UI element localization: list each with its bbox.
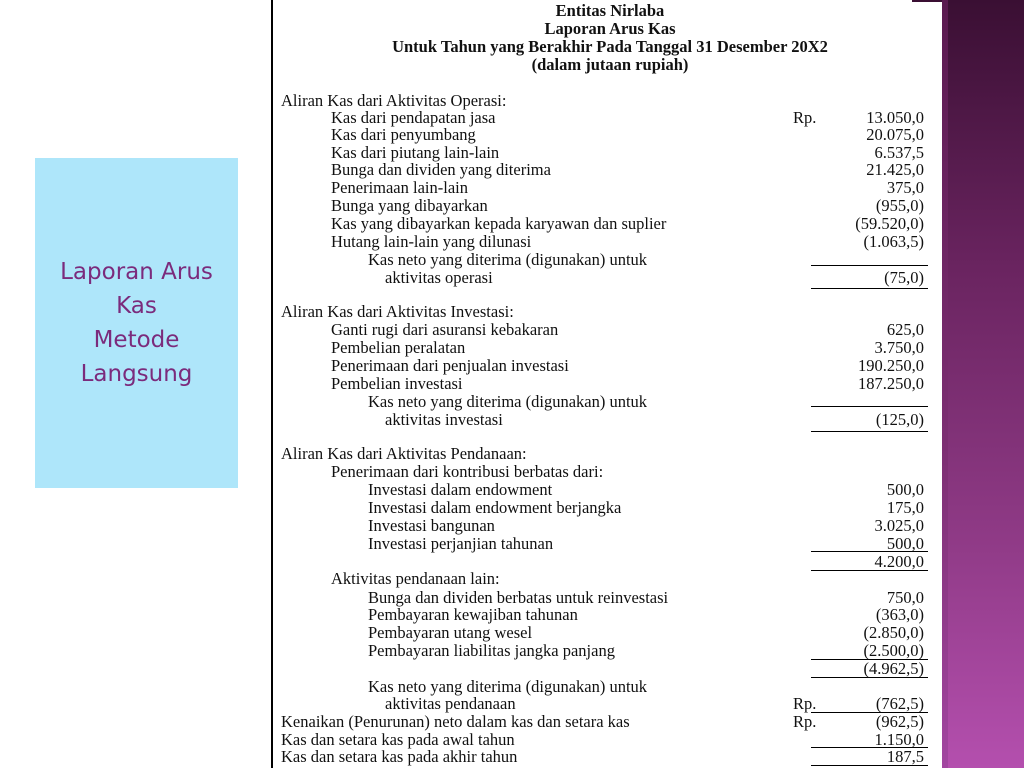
subtotal-amount: 4.200,0 [874, 552, 924, 571]
entity-name: Entitas Nirlaba [555, 1, 665, 20]
decorative-purple-band [948, 0, 1024, 768]
net-amount-investasi: (125,0) [875, 410, 924, 429]
line-item-amount: (59.520,0) [855, 214, 924, 233]
line-item-amount: (2.850,0) [863, 623, 924, 642]
report-title: Laporan Arus Kas [544, 19, 676, 38]
line-item-amount: 3.750,0 [874, 338, 924, 357]
line-item-label: Kas dari pendapatan jasa [331, 108, 496, 127]
net-label: aktivitas pendanaan [385, 694, 516, 713]
subtotal-amount: (4.962,5) [863, 659, 924, 678]
line-item-label: Kas yang dibayarkan kepada karyawan dan suplier [331, 214, 667, 233]
line-item-label: Hutang lain-lain yang dilunasi [331, 232, 532, 251]
subtotal-rule [811, 570, 928, 571]
line-item-amount: 187.250,0 [858, 374, 924, 393]
line-item-label: Pembayaran kewajiban tahunan [368, 605, 578, 624]
line-item-amount: (363,0) [875, 605, 924, 624]
slide-title-line: Laporan Arus [60, 259, 213, 285]
line-item-amount: 375,0 [886, 178, 924, 197]
subtotal-rule [811, 265, 928, 266]
currency-label: Rp. [793, 108, 817, 127]
subsection-title: Penerimaan dari kontribusi berbatas dari: [331, 462, 604, 481]
line-item-label: Bunga dan dividen yang diterima [331, 160, 551, 179]
net-label: aktivitas operasi [385, 268, 493, 287]
line-item-label: Bunga yang dibayarkan [331, 196, 488, 215]
line-item-amount: (1.063,5) [863, 232, 924, 251]
currency-label: Rp. [793, 694, 817, 713]
summary-label: Kas dan setara kas pada akhir tahun [281, 747, 518, 766]
line-item-label: Pembayaran liabilitas jangka panjang [368, 641, 615, 660]
currency-label: Rp. [793, 712, 817, 731]
summary-label: Kenaikan (Penurunan) neto dalam kas dan setara kas [281, 712, 630, 731]
summary-amount: (962,5) [875, 712, 924, 731]
line-item-amount: 13.050,0 [866, 108, 924, 127]
line-item-amount: 3.025,0 [874, 516, 924, 535]
section-title-operasi: Aliran Kas dari Aktivitas Operasi: [281, 91, 507, 110]
line-item-label: Kas dari penyumbang [331, 125, 476, 144]
line-item-label: Investasi bangunan [368, 516, 495, 535]
section-title-pendanaan: Aliran Kas dari Aktivitas Pendanaan: [281, 444, 527, 463]
line-item-amount: 625,0 [886, 320, 924, 339]
line-item-label: Kas dari piutang lain-lain [331, 143, 500, 162]
subsection-title: Aktivitas pendanaan lain: [331, 569, 500, 588]
line-item-amount: 175,0 [886, 498, 924, 517]
line-item-amount: 21.425,0 [866, 160, 924, 179]
report-period: Untuk Tahun yang Berakhir Pada Tanggal 31 Desember 20X2 [392, 37, 828, 56]
net-label: Kas neto yang diterima (digunakan) untuk [368, 677, 648, 696]
net-amount-pendanaan: (762,5) [875, 694, 924, 713]
summary-label: Kas dan setara kas pada awal tahun [281, 730, 515, 749]
net-amount-operasi: (75,0) [884, 268, 924, 287]
total-rule [811, 288, 928, 289]
line-item-label: Penerimaan lain-lain [331, 178, 468, 197]
cash-flow-statement [271, 0, 947, 768]
line-item-amount: 750,0 [886, 588, 924, 607]
line-item-label: Investasi perjanjian tahunan [368, 534, 554, 553]
line-item-label: Bunga dan dividen berbatas untuk reinvestasi [368, 588, 669, 607]
slide-title-box [35, 158, 238, 488]
section-title-investasi: Aliran Kas dari Aktivitas Investasi: [281, 302, 514, 321]
line-item-amount: 20.075,0 [866, 125, 924, 144]
line-item-amount: 190.250,0 [858, 356, 924, 375]
summary-amount: 1.150,0 [874, 730, 924, 749]
slide-title-line: Langsung [80, 361, 193, 387]
line-item-amount: 500,0 [886, 534, 924, 553]
net-label: Kas neto yang diterima (digunakan) untuk [368, 392, 648, 411]
subtotal-rule [811, 677, 928, 678]
report-unit: (dalam jutaan rupiah) [531, 55, 689, 74]
net-label: Kas neto yang diterima (digunakan) untuk [368, 250, 648, 269]
line-item-label: Investasi dalam endowment [368, 480, 553, 499]
line-item-label: Ganti rugi dari asuransi kebakaran [331, 320, 559, 339]
line-item-amount: (955,0) [875, 196, 924, 215]
subtotal-rule [811, 406, 928, 407]
net-label: aktivitas investasi [385, 410, 503, 429]
slide-title-line: Metode [93, 327, 180, 353]
summary-amount: 187,5 [886, 747, 924, 766]
line-item-amount: 500,0 [886, 480, 924, 499]
total-rule [811, 431, 928, 432]
line-item-label: Penerimaan dari penjualan investasi [331, 356, 569, 375]
line-item-label: Investasi dalam endowment berjangka [368, 498, 622, 517]
line-item-amount: (2.500,0) [863, 641, 924, 660]
line-item-label: Pembelian peralatan [331, 338, 466, 357]
total-rule [811, 765, 928, 766]
slide-title-line: Kas [116, 293, 157, 319]
line-item-label: Pembelian investasi [331, 374, 463, 393]
line-item-amount: 6.537,5 [874, 143, 924, 162]
line-item-label: Pembayaran utang wesel [368, 623, 533, 642]
